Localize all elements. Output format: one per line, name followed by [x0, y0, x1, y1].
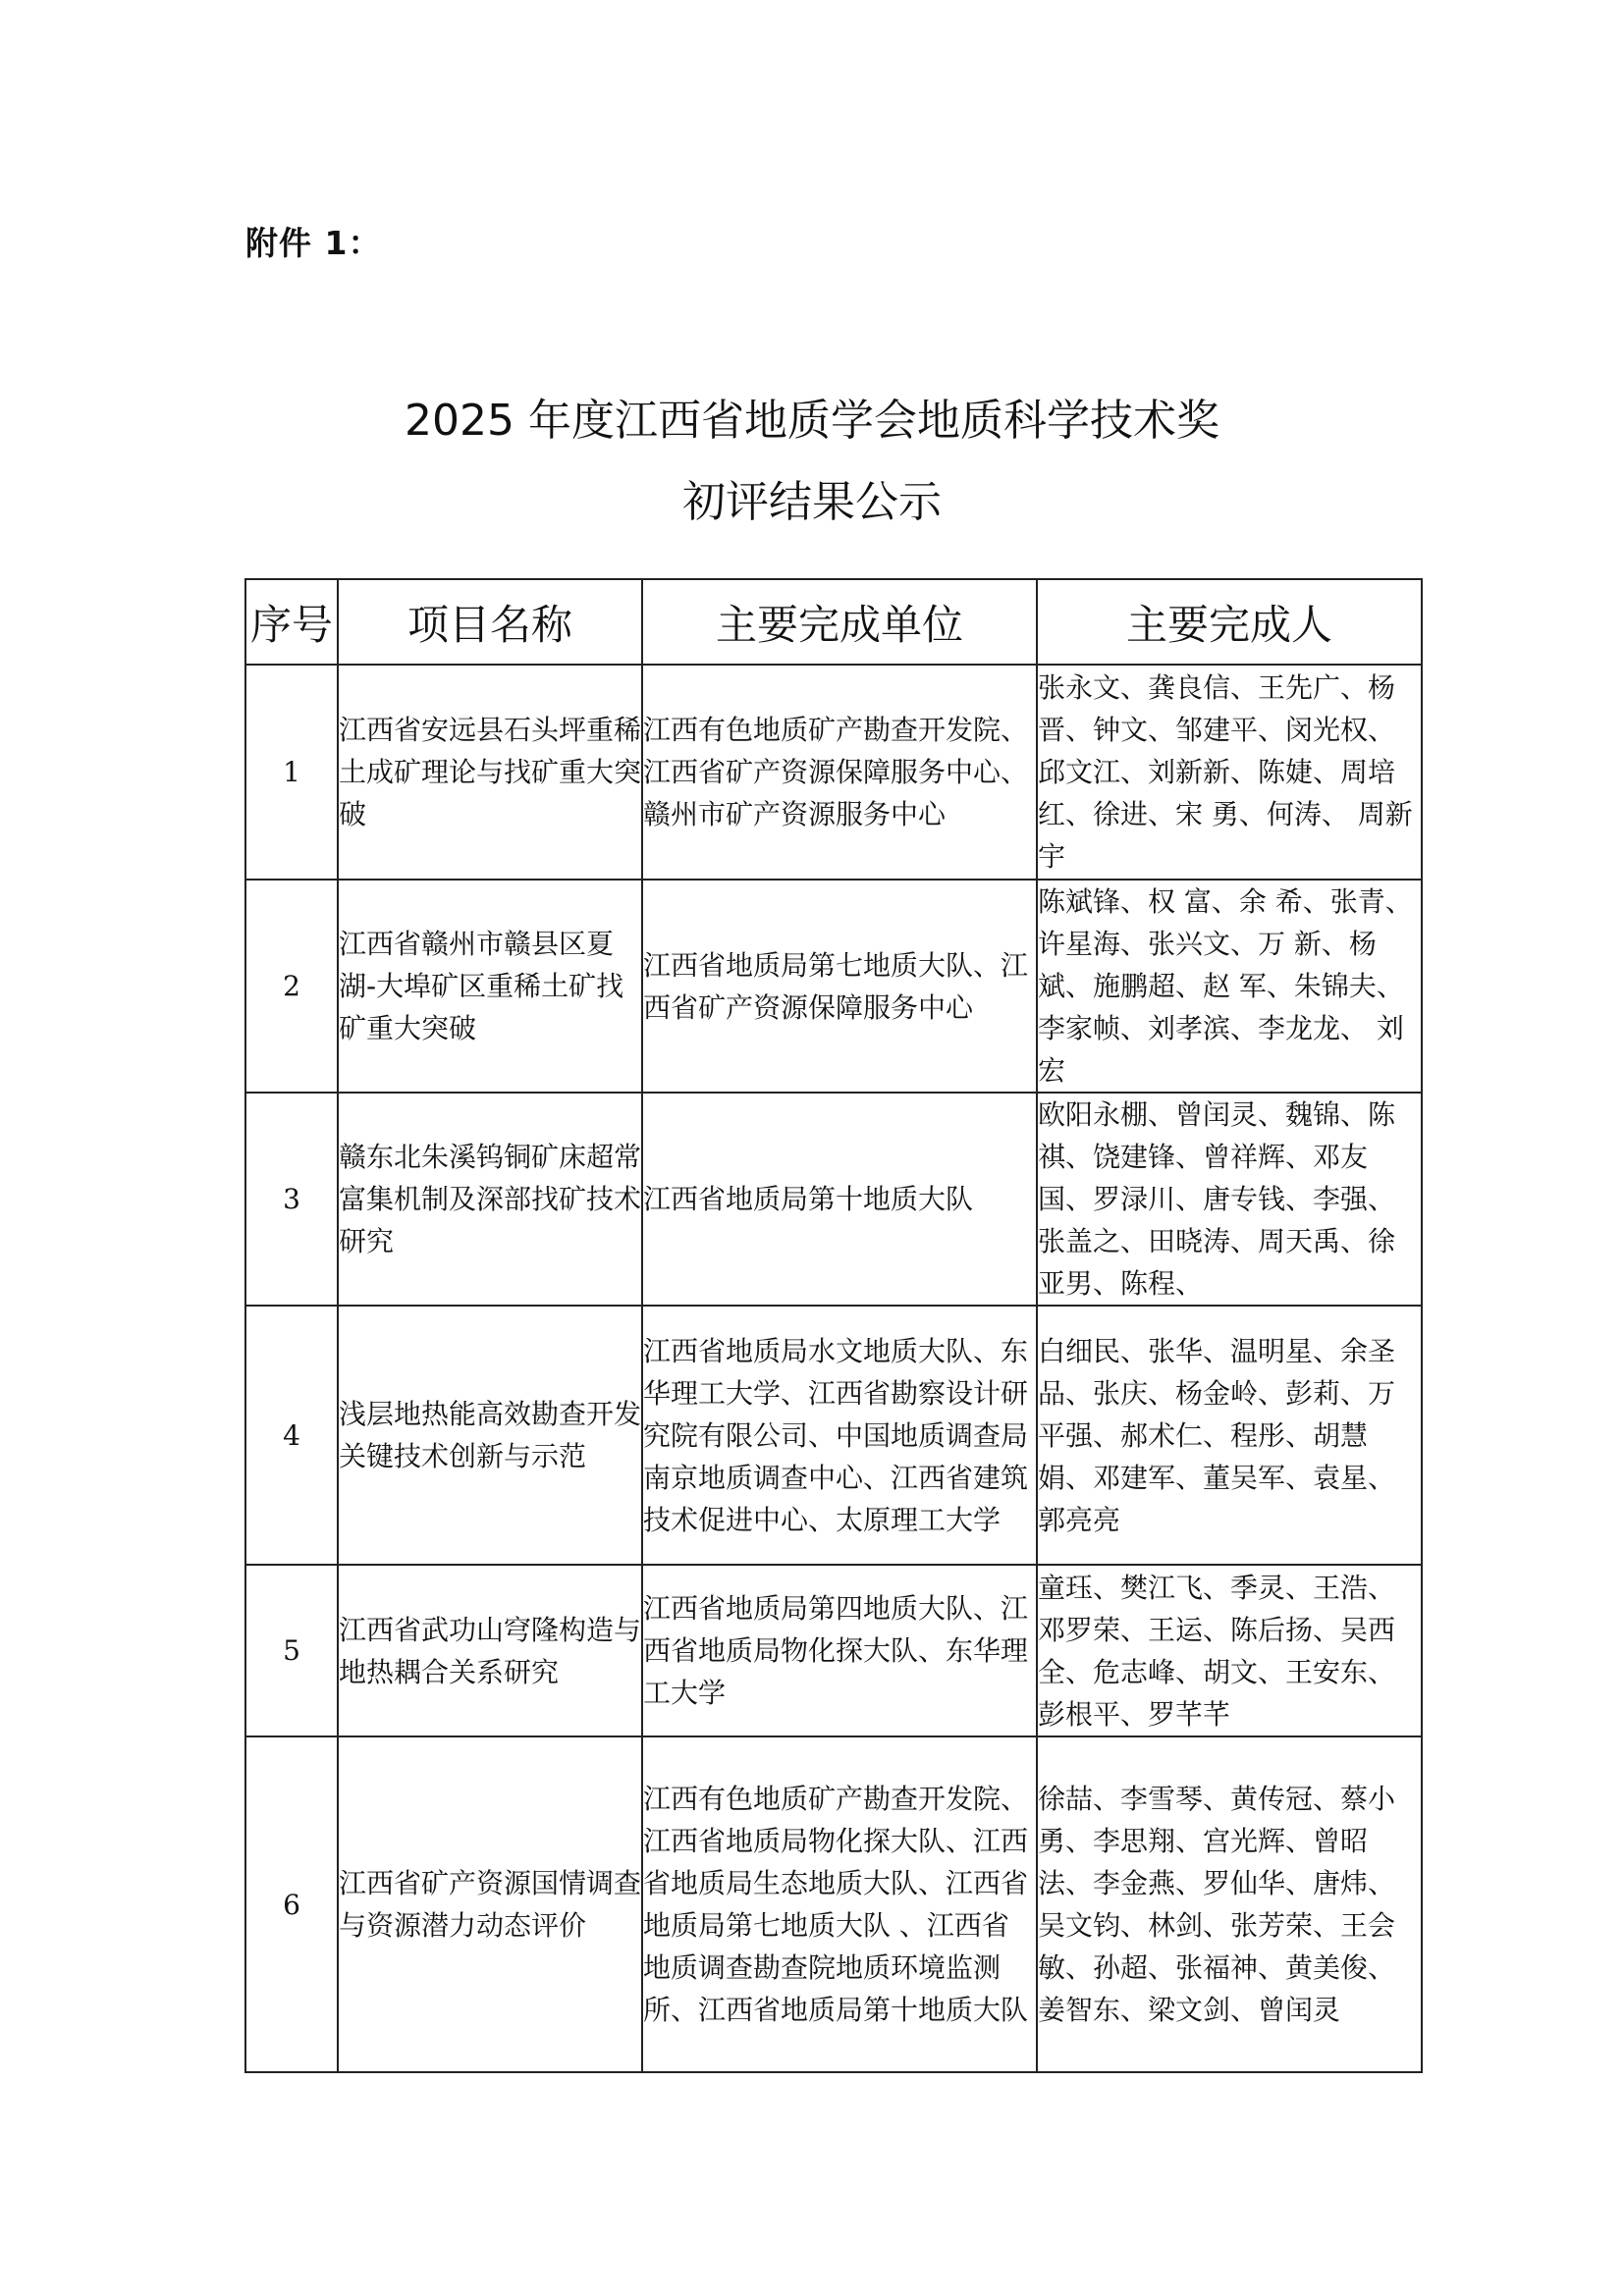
- header-project-name: 项目名称: [338, 579, 642, 665]
- row-main-units: 江西省地质局第四地质大队、江西省地质局物化探大队、东华理工大学: [642, 1565, 1037, 1736]
- row-main-people: 徐喆、李雪琴、黄传冠、蔡小勇、李思翔、宫光辉、曾昭法、李金燕、罗仙华、唐炜、吴文钧、林剑、张芳荣、王会敏、孙超、张福神、黄美俊、姜智东、梁文剑、曾闰灵: [1037, 1736, 1422, 2072]
- header-main-people: 主要完成人: [1037, 579, 1422, 665]
- row-seq: 2: [245, 880, 338, 1093]
- row-main-people: 陈斌锋、权 富、余 希、张青、许星海、张兴文、万 新、杨 斌、施鹏超、赵 军、朱锦夫、李家帧、刘孝滨、李龙龙、 刘 宏: [1037, 880, 1422, 1093]
- table-row: [245, 1565, 1422, 1736]
- row-main-people: 童珏、樊江飞、季灵、王浩、邓罗荣、王运、陈后扬、吴西全、危志峰、胡文、王安东、彭根平、罗芊芊: [1037, 1565, 1422, 1736]
- row-project-name: 浅层地热能高效勘查开发关键技术创新与示范: [338, 1306, 642, 1565]
- document-title-line-1: 2025 年度江西省地质学会地质科学技术奖: [405, 396, 1219, 446]
- row-project-name: 赣东北朱溪钨铜矿床超常富集机制及深部找矿技术研究: [338, 1093, 642, 1306]
- table-row: [245, 1736, 1422, 2072]
- row-main-units: 江西有色地质矿产勘查开发院、江西省矿产资源保障服务中心、赣州市矿产资源服务中心: [642, 665, 1037, 880]
- row-seq: 5: [245, 1565, 338, 1736]
- row-project-name: 江西省武功山穹隆构造与地热耦合关系研究: [338, 1565, 642, 1736]
- row-seq: 3: [245, 1093, 338, 1306]
- row-main-units: 江西省地质局第七地质大队、江西省矿产资源保障服务中心: [642, 880, 1037, 1093]
- row-main-units: 江西省地质局第十地质大队: [642, 1093, 1037, 1306]
- row-main-units: 江西有色地质矿产勘查开发院、江西省地质局物化探大队、江西省地质局生态地质大队、江西省地质局第七地质大队 、江西省地质调查勘查院地质环境监测所、江西省地质局第十地质大队: [642, 1736, 1037, 2072]
- table-row: [245, 1093, 1422, 1306]
- row-seq: 4: [245, 1306, 338, 1565]
- row-main-people: 白细民、张华、温明星、余圣品、张庆、杨金岭、彭莉、万平强、郝术仁、程彤、胡慧娟、邓建军、董吴军、袁星、郭亮亮: [1037, 1306, 1422, 1565]
- table-row: [245, 880, 1422, 1093]
- row-project-name: 江西省矿产资源国情调查与资源潜力动态评价: [338, 1736, 642, 2072]
- row-seq: 6: [245, 1736, 338, 2072]
- row-seq: 1: [245, 665, 338, 880]
- table-header-row: [245, 579, 1422, 665]
- results-table: [244, 578, 1423, 2073]
- row-main-people: 欧阳永棚、曾闰灵、魏锦、陈祺、饶建锋、曾祥辉、邓友国、罗渌川、唐专钱、李强、张盖之、田晓涛、周天禹、徐亚男、陈程、: [1037, 1093, 1422, 1306]
- attachment-label: 附件 1：: [245, 224, 382, 262]
- row-project-name: 江西省赣州市赣县区夏湖-大埠矿区重稀土矿找矿重大突破: [338, 880, 642, 1093]
- row-main-units: 江西省地质局水文地质大队、东华理工大学、江西省勘察设计研究院有限公司、中国地质调查局南京地质调查中心、江西省建筑技术促进中心、太原理工大学: [642, 1306, 1037, 1565]
- table-row: [245, 1306, 1422, 1565]
- row-project-name: 江西省安远县石头坪重稀土成矿理论与找矿重大突破: [338, 665, 642, 880]
- document-title-line-2: 初评结果公示: [682, 477, 942, 527]
- header-main-units: 主要完成单位: [642, 579, 1037, 665]
- header-seq: 序号: [245, 579, 338, 665]
- table-row: [245, 665, 1422, 880]
- row-main-people: 张永文、龚良信、王先广、杨 晋、钟文、邹建平、闵光权、邱文江、刘新新、陈婕、周培红、徐进、宋 勇、何涛、 周新宇: [1037, 665, 1422, 880]
